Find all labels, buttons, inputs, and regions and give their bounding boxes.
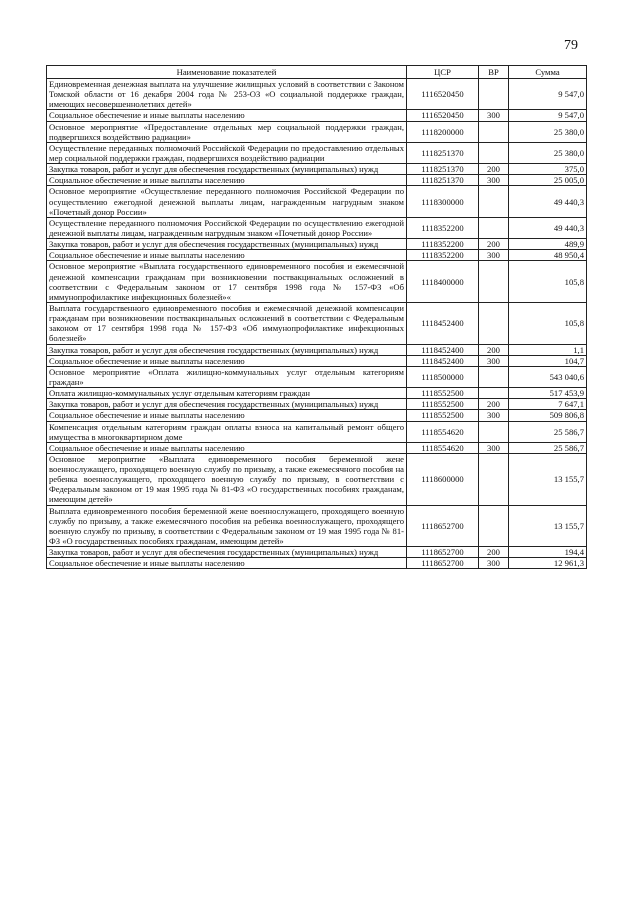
row-name: Социальное обеспечение и иные выплаты населению <box>47 175 407 186</box>
row-sum: 104,7 <box>509 355 587 366</box>
header-sum: Сумма <box>509 66 587 79</box>
row-vr <box>479 388 509 399</box>
row-name: Выплата государственного единовременного пособия и ежемесячной денежной компенсации гражданам при возникновении поствакцинальных осложнений в соответствии с Федеральным законом от 17 сентября 1998 года № 157-ФЗ «Об иммунопрофилактике инфекционных болезней» <box>47 302 407 344</box>
row-csr: 1118300000 <box>407 186 479 217</box>
table-row <box>47 186 587 217</box>
row-vr <box>479 217 509 238</box>
row-csr: 1118251370 <box>407 175 479 186</box>
row-vr: 200 <box>479 547 509 558</box>
row-csr: 1118452400 <box>407 302 479 344</box>
row-sum: 25 005,0 <box>509 175 587 186</box>
row-csr: 1116520450 <box>407 79 479 110</box>
row-csr: 1118352200 <box>407 250 479 261</box>
row-csr: 1118352200 <box>407 239 479 250</box>
row-csr: 1118251370 <box>407 142 479 163</box>
table-row <box>47 442 587 453</box>
row-csr: 1118552500 <box>407 399 479 410</box>
table-header-row <box>47 66 587 79</box>
row-vr <box>479 302 509 344</box>
row-vr <box>479 366 509 387</box>
row-sum: 1,1 <box>509 344 587 355</box>
row-name: Основное мероприятие «Выплата единовременного пособия беременной жене военнослужащего, проходящего военную службу по призыву, а также ежемесячного пособия на ребенка военнослужащего, проходящего военную службу по призыву, в соответствии с Федеральным законом от 19 мая 1995 года № 81-ФЗ «О государственных пособиях гражданам, имеющим детей» <box>47 453 407 505</box>
row-sum: 13 155,7 <box>509 505 587 547</box>
row-csr: 1118200000 <box>407 121 479 142</box>
row-sum: 194,4 <box>509 547 587 558</box>
row-name: Социальное обеспечение и иные выплаты населению <box>47 250 407 261</box>
row-csr: 1118400000 <box>407 261 479 303</box>
table-row <box>47 558 587 569</box>
row-vr: 300 <box>479 175 509 186</box>
row-sum: 105,8 <box>509 261 587 303</box>
row-sum: 517 453,9 <box>509 388 587 399</box>
row-vr: 300 <box>479 355 509 366</box>
row-name: Закупка товаров, работ и услуг для обеспечения государственных (муниципальных) нужд <box>47 399 407 410</box>
row-name: Социальное обеспечение и иные выплаты населению <box>47 110 407 121</box>
row-name: Закупка товаров, работ и услуг для обеспечения государственных (муниципальных) нужд <box>47 547 407 558</box>
table-row <box>47 388 587 399</box>
table-row <box>47 547 587 558</box>
header-vr: ВР <box>479 66 509 79</box>
row-sum: 25 380,0 <box>509 121 587 142</box>
row-csr: 1118452400 <box>407 355 479 366</box>
header-csr: ЦСР <box>407 66 479 79</box>
row-vr: 200 <box>479 399 509 410</box>
row-vr <box>479 186 509 217</box>
row-csr: 1118552500 <box>407 410 479 421</box>
row-name: Закупка товаров, работ и услуг для обеспечения государственных (муниципальных) нужд <box>47 344 407 355</box>
row-name: Закупка товаров, работ и услуг для обеспечения государственных (муниципальных) нужд <box>47 239 407 250</box>
table-row <box>47 164 587 175</box>
row-sum: 375,0 <box>509 164 587 175</box>
budget-table <box>46 65 587 569</box>
row-csr: 1118251370 <box>407 164 479 175</box>
row-vr: 200 <box>479 239 509 250</box>
row-name: Основное мероприятие «Выплата государственного единовременного пособия и ежемесячной денежной компенсации гражданам при возникновении поствакцинальных осложнений в соответствии с Федеральным законом от 17 сентября 1998 года № 157-ФЗ «Об иммунопрофилактике инфекционных болезней»« <box>47 261 407 303</box>
row-sum: 13 155,7 <box>509 453 587 505</box>
row-csr: 1118600000 <box>407 453 479 505</box>
row-vr: 300 <box>479 558 509 569</box>
row-sum: 48 950,4 <box>509 250 587 261</box>
table-row <box>47 175 587 186</box>
page-number: 79 <box>564 38 578 53</box>
table-row <box>47 110 587 121</box>
row-sum: 12 961,3 <box>509 558 587 569</box>
row-vr <box>479 421 509 442</box>
row-vr: 300 <box>479 110 509 121</box>
table-row <box>47 239 587 250</box>
table-row <box>47 421 587 442</box>
header-name: Наименование показателей <box>47 66 407 79</box>
row-sum: 25 586,7 <box>509 442 587 453</box>
row-name: Осуществление переданных полномочий Российской Федерации по предоставлению отдельных мер социальной поддержки граждан, подвергшихся воздействию радиации <box>47 142 407 163</box>
row-vr <box>479 121 509 142</box>
row-name: Выплата единовременного пособия беременной жене военнослужащего, проходящего военную службу по призыву, а также ежемесячного пособия на ребенка военнослужащего, проходящего военную службу по призыву, в соответствии с Федеральным законом от 19 мая 1995 года № 81-ФЗ «О государственных пособиях гражданам, имеющим детей» <box>47 505 407 547</box>
row-name: Оплата жилищно-коммунальных услуг отдельным категориям граждан <box>47 388 407 399</box>
row-csr: 1118652700 <box>407 547 479 558</box>
row-csr: 1118554620 <box>407 442 479 453</box>
row-sum: 49 440,3 <box>509 217 587 238</box>
row-csr: 1118652700 <box>407 505 479 547</box>
row-vr: 300 <box>479 410 509 421</box>
row-vr <box>479 453 509 505</box>
table-row <box>47 505 587 547</box>
row-vr <box>479 142 509 163</box>
row-csr: 1118500000 <box>407 366 479 387</box>
row-name: Осуществление переданного полномочия Российской Федерации по осуществлению ежегодной денежной выплаты лицам, награжденным нагрудным знаком «Почетный донор России» <box>47 217 407 238</box>
row-name: Основное мероприятие «Предоставление отдельных мер социальной поддержки граждан, подвергшихся воздействию радиации» <box>47 121 407 142</box>
row-sum: 25 586,7 <box>509 421 587 442</box>
row-csr: 1116520450 <box>407 110 479 121</box>
table-row <box>47 366 587 387</box>
row-name: Социальное обеспечение и иные выплаты населению <box>47 442 407 453</box>
row-vr: 300 <box>479 442 509 453</box>
row-name: Основное мероприятие «Оплата жилищно-коммунальных услуг отдельным категориям граждан» <box>47 366 407 387</box>
table-row <box>47 355 587 366</box>
table-row <box>47 399 587 410</box>
row-sum: 7 647,1 <box>509 399 587 410</box>
row-vr: 200 <box>479 164 509 175</box>
table-row <box>47 217 587 238</box>
row-name: Закупка товаров, работ и услуг для обеспечения государственных (муниципальных) нужд <box>47 164 407 175</box>
row-name: Социальное обеспечение и иные выплаты населению <box>47 558 407 569</box>
row-sum: 25 380,0 <box>509 142 587 163</box>
row-vr <box>479 505 509 547</box>
row-name: Социальное обеспечение и иные выплаты населению <box>47 355 407 366</box>
table-row <box>47 261 587 303</box>
table-row <box>47 79 587 110</box>
row-csr: 1118552500 <box>407 388 479 399</box>
table-body <box>47 79 587 569</box>
row-vr: 300 <box>479 250 509 261</box>
table-row <box>47 410 587 421</box>
row-sum: 9 547,0 <box>509 79 587 110</box>
row-sum: 49 440,3 <box>509 186 587 217</box>
row-csr: 1118652700 <box>407 558 479 569</box>
table-row <box>47 142 587 163</box>
row-name: Компенсация отдельным категориям граждан оплаты взноса на капитальный ремонт общего имущества в многоквартирном доме <box>47 421 407 442</box>
row-name: Единовременная денежная выплата на улучшение жилищных условий в соответствии с Законом Томской области от 16 декабря 2004 года № 253-ОЗ «О социальной поддержке граждан, имеющих несовершеннолетних детей» <box>47 79 407 110</box>
row-sum: 9 547,0 <box>509 110 587 121</box>
row-name: Социальное обеспечение и иные выплаты населению <box>47 410 407 421</box>
row-vr <box>479 261 509 303</box>
row-csr: 1118452400 <box>407 344 479 355</box>
row-sum: 509 806,8 <box>509 410 587 421</box>
row-sum: 489,9 <box>509 239 587 250</box>
row-vr <box>479 79 509 110</box>
row-csr: 1118554620 <box>407 421 479 442</box>
table-row <box>47 344 587 355</box>
row-csr: 1118352200 <box>407 217 479 238</box>
row-name: Основное мероприятие «Осуществление переданного полномочия Российской Федерации по осуществлению ежегодной денежной выплаты лицам, награжденным нагрудным знаком «Почетный донор России» <box>47 186 407 217</box>
table-row <box>47 250 587 261</box>
row-sum: 105,8 <box>509 302 587 344</box>
table-row <box>47 453 587 505</box>
table-row <box>47 302 587 344</box>
row-sum: 543 040,6 <box>509 366 587 387</box>
table-row <box>47 121 587 142</box>
row-vr: 200 <box>479 344 509 355</box>
